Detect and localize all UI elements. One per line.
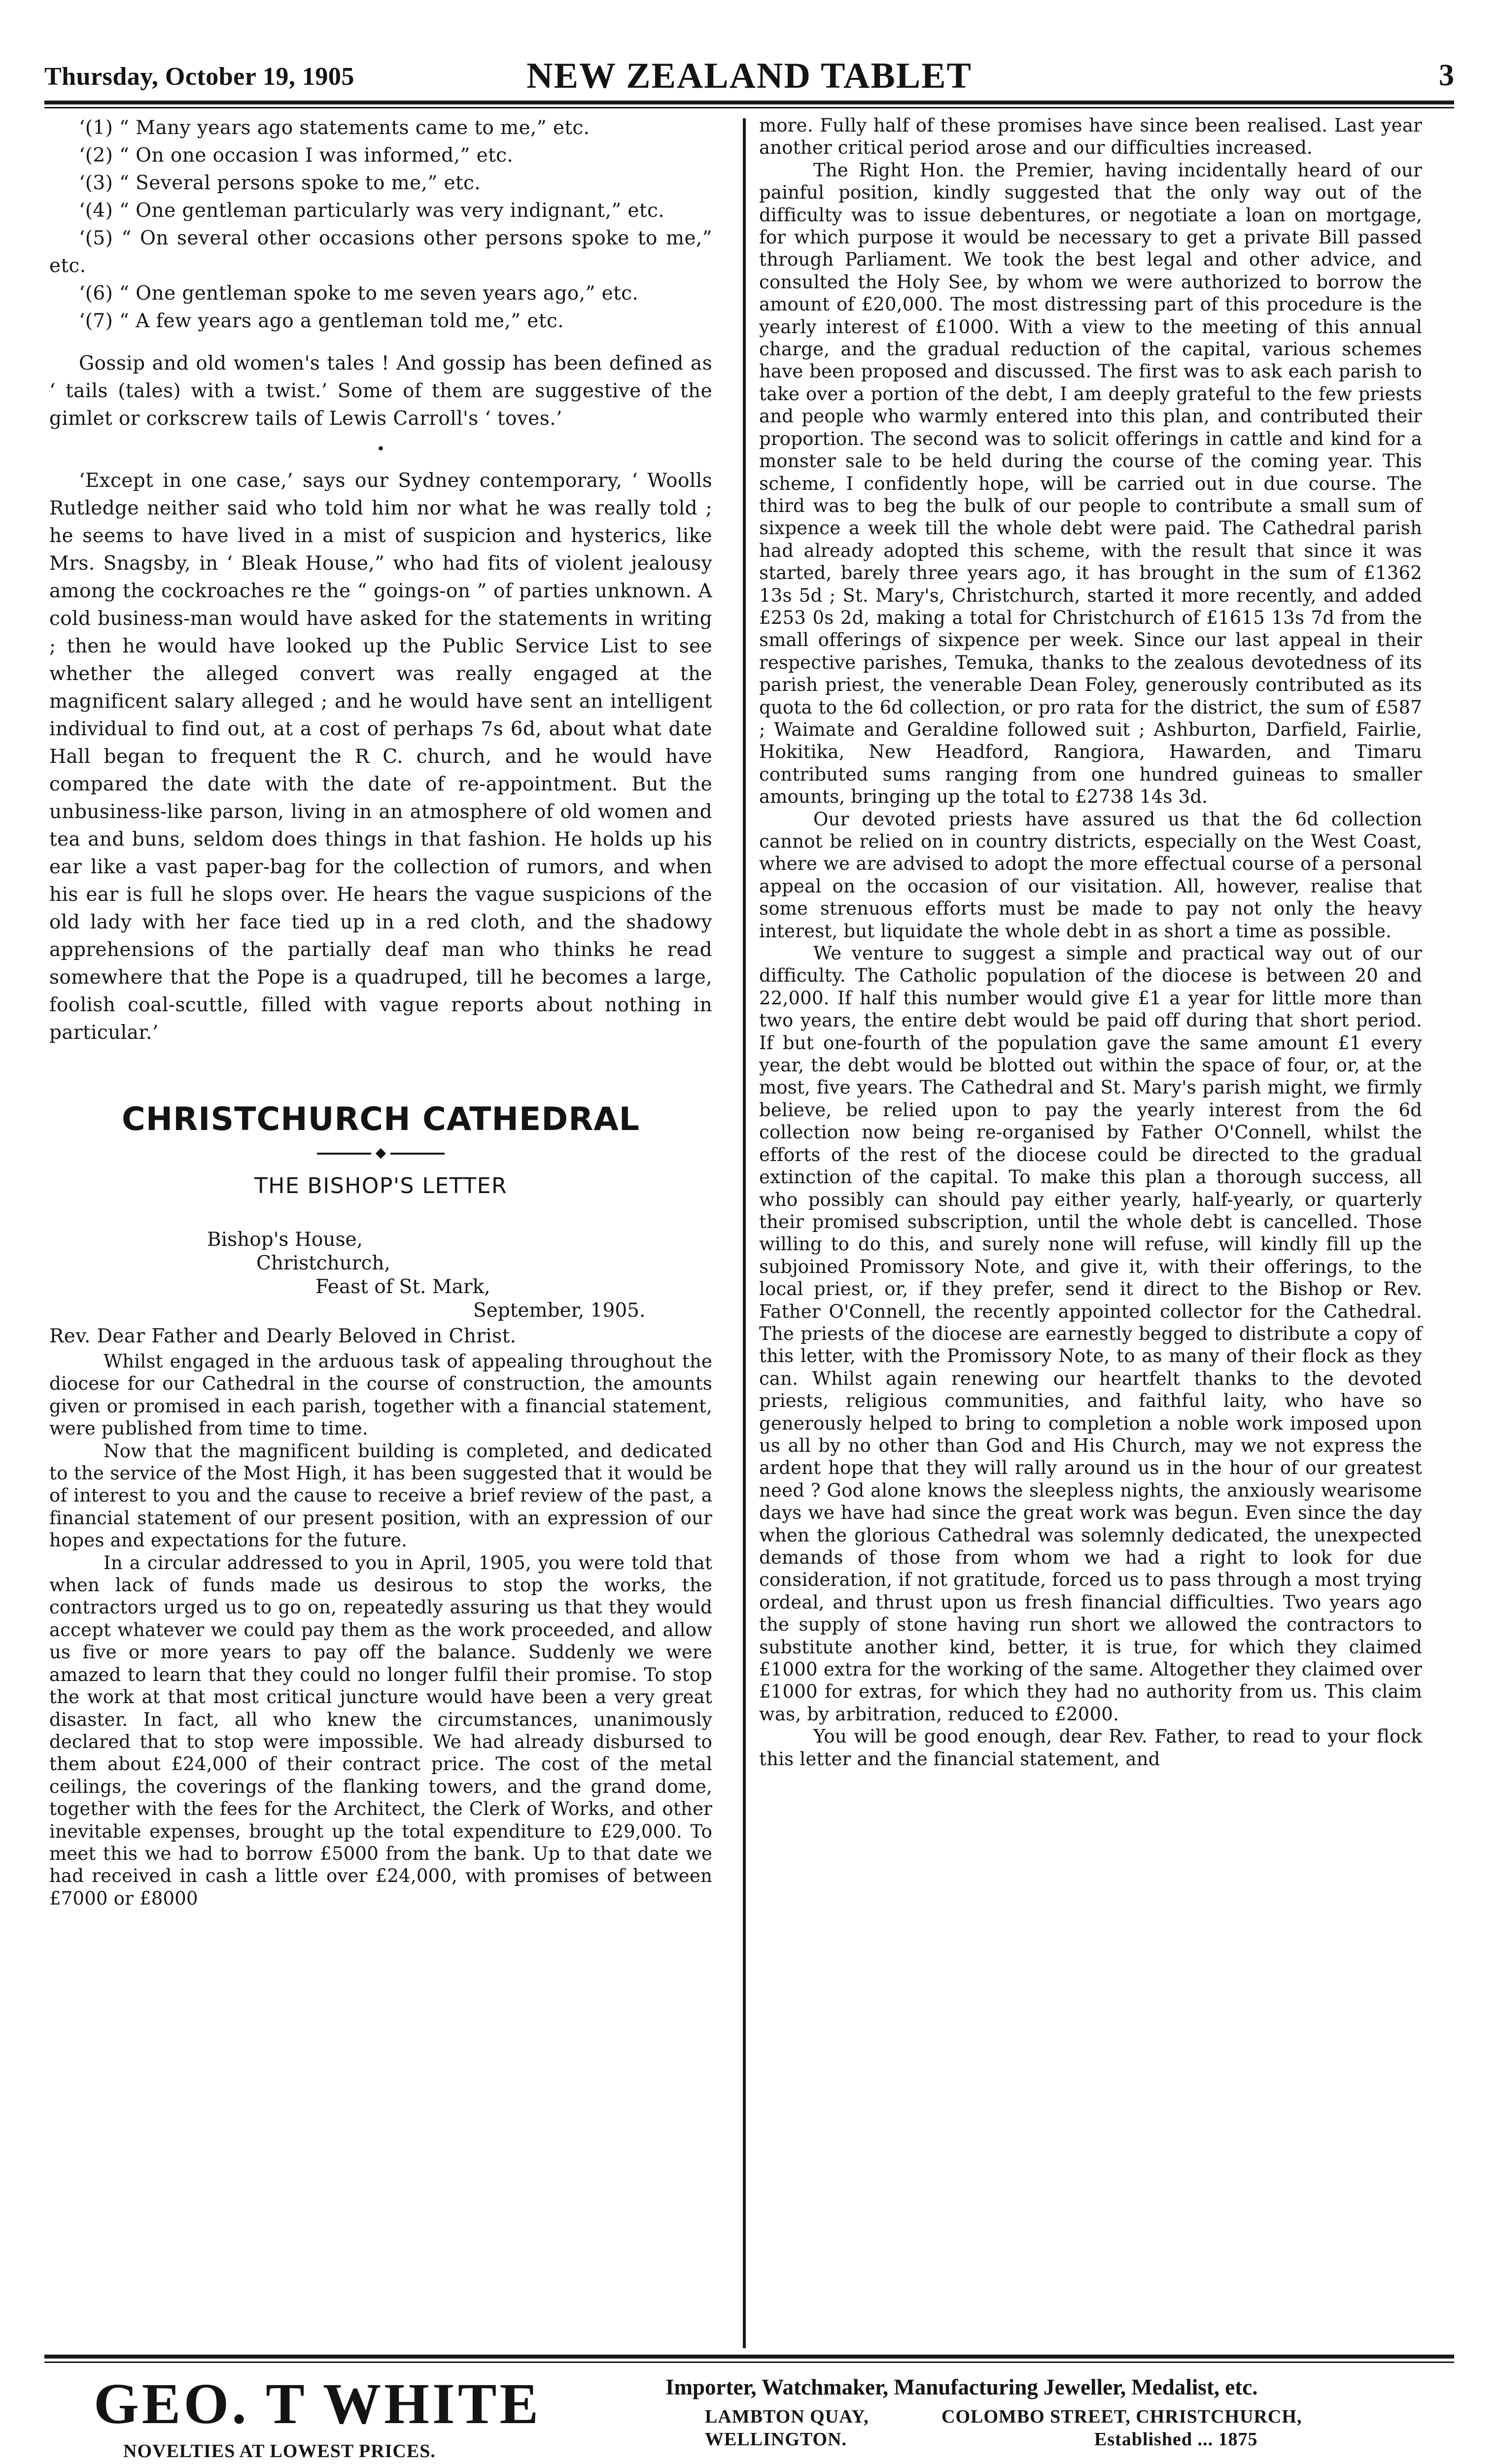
address-wellington-street: LAMBTON QUAY, <box>705 2406 869 2427</box>
footer-rule-thick <box>44 2355 1454 2359</box>
quote-item: ‘(7) “ A few years ago a gentleman told me,” etc. <box>79 310 564 332</box>
publication-title: NEW ZEALAND TABLET <box>526 56 972 96</box>
issue-date: Thursday, October 19, 1905 <box>44 63 354 91</box>
quote-item: ‘(5) “ On several other occasions other persons spoke to me,” etc. <box>49 227 712 277</box>
page-number: 3 <box>1439 59 1454 92</box>
advertisement <box>44 2370 1454 2464</box>
body-paragraph: Our devoted priests have assured us that the 6d collection cannot be relied on in country districts, especially on the West Coast, where we are advised to adopt the more effectual course of a personal appeal on the occasion of our visitation. All, however, realise that some strenuous efforts must be made to pay not only the heavy interest, but liquidate the whole debt in as short a time as possible. <box>759 808 1422 942</box>
body-paragraph: more. Fully half of these promises have since been realised. Last year another critical period arose and our difficulties increased. <box>759 115 1422 159</box>
quote-list <box>49 114 712 335</box>
advertiser-name: GEO. T WHITE <box>94 2371 542 2436</box>
body-paragraph: Now that the magnificent building is completed, and dedicated to the service of the Most High, it has been suggested that it would be of interest to you and the cause to receive a brief review of the past, a financial statement of our present position, with an expression of our hopes and expectations for the future. <box>49 1440 712 1551</box>
salutation: Rev. Dear Father and Dearly Beloved in Christ. <box>49 1325 517 1347</box>
except-paragraph: ‘Except in one case,’ says our Sydney contemporary, ‘ Woolls Rutledge neither said who told him nor what he was really told ; he seems to have lived in a mist of suspicion and hysterics, like Mrs. Snagsby, in ‘ Bleak House,” who had fits of violent jealousy among the cockroaches re the “ goings-on ” of parties unknown. A cold business-man would have asked for the statements in writing ; then he would have looked up the Public Service List to see whether the alleged convert was really engaged at the magnificent salary alleged ; and he would have sent an intelligent individual to find out, at a cost of perhaps 7s 6d, about what date Hall began to frequent the R C. church, and he would have compared the date with the date of re-appointment. But the unbusiness-like parson, living in an atmosphere of old women and tea and buns, seldom does things in that fashion. He holds up his ear like a vast paper-bag for the collection of rumors, and when his ear is full he slops over. He hears the vague suspicions of the old lady with her face tied up in a red cloth, and the shadowy apprehensions of the partially deaf man who thinks he read somewhere that the Pope is a quadruped, till he becomes a large, foolish coal-scuttle, filled with vague reports about nothing in particular.’ <box>49 470 712 1044</box>
right-column <box>759 114 1422 1770</box>
body-paragraph: The Right Hon. the Premier, having incidentally heard of our painful position, kindly suggested that the only way out of the difficulty was to issue debentures, or negotiate a loan on mortgage, for which purpose it would be necessary to get a private Bill passed through Parliament. We took the best legal and other advice, and consulted the Holy See, by whom we were authorized to borrow the amount of £20,000. The most distressing part of this procedure is the yearly interest of £1000. With a view to the meeting of this annual charge, and the gradual reduction of the capital, various schemes have been proposed and discussed. The first was to ask each parish to take over a portion of the debt, I am deeply grateful to the few priests and people who warmly entered into this plan, and contributed their proportion. The second was to solicit offerings in cattle and kind for a monster sale to be held during the course of the coming year. This scheme, I confidently hope, will be carried out in due course. The third was to beg the bulk of our people to contribute a small sum of sixpence a week till the whole debt were paid. The Cathedral parish had already adopted this scheme, with the result that since it was started, barely three years ago, it has brought in the sum of £1362 13s 5d ; St. Mary's, Christchurch, started it more recently, and added £253 0s 2d, making a total for Christchurch of £1615 13s 7d from the small offerings of sixpence per week. Since our last appeal in their respective parishes, Temuka, thanks to the zealous devotedness of its parish priest, the venerable Dean Foley, generously contributed as its quota to the 6d collection, or pro rata for the district, the sum of £587 ; Waimate and Geraldine followed suit ; Ashburton, Darfield, Fairlie, Hokitika, New Headford, Rangiora, Hawarden, and Timaru contributed sums ranging from one hundred guineas to smaller amounts, bringing up the total to £2738 14s 3d. <box>759 159 1422 808</box>
header-rule-thin <box>44 107 1454 108</box>
quote-item: ‘(4) “ One gentleman particularly was very indignant,” etc. <box>79 200 665 222</box>
gossip-paragraph: Gossip and old women's tales ! And gossip has been defined as ‘ tails (tales) with a twist.’ Some of them are suggestive of the gimlet or corkscrew tails of Lewis Carroll's ‘ toves.’ <box>49 352 712 430</box>
quote-item: ‘(3) “ Several persons spoke to me,” etc. <box>79 172 481 194</box>
ornament-divider: ◆ <box>49 1143 712 1163</box>
footer-rule-thin <box>44 2361 1454 2363</box>
header-rule-thick <box>44 101 1454 104</box>
body-paragraph: We venture to suggest a simple and practical way out of our difficulty. The Catholic population of the diocese is between 20 and 22,000. If half this number would give £1 a year for little more than two years, the entire debt would be paid off during that short period. If but one-fourth of the population gave the same amount £1 every year, the debt would be blotted out within the space of four, or, at the most, five years. The Cathedral and St. Mary's parish might, we firmly believe, be relied upon to pay the yearly interest from the 6d collection now being re-organised by Father O'Connell, whilst the efforts of the rest of the diocese could be directed to the gradual extinction of the capital. To make this plan a thorough success, all who possibly can should pay either yearly, half-yearly, or quarterly their promised subscription, until the whole debt is cancelled. Those willing to do this, and surely none will refuse, will kindly fill up the subjoined Promissory Note, and give it, with their offerings, to the local priest, or, if they prefer, send it direct to the Bishop or Rev. Father O'Connell, the recently appointed collector for the Cathedral. The priests of the diocese are earnestly begged to distribute a copy of this letter, with the Promissory Note, to as many of their flock as they can. Whilst again renewing our heartfelt thanks to the devoted priests, religious communities, and faithful laity, who have so generously helped to bring to completion a noble work imposed upon us all by no other than God and His Church, may we not express the ardent hope that they will rally around us in the hour of our greatest need ? God alone knows the sleepless nights, the anxiously wearisome days we have had since the great work was begun. Even since the day when the glorious Cathedral was solemnly dedicated, the unexpected demands of those from whom we had a right to look for due consideration, if not gratitude, forced us to pass through a most trying ordeal, and thrust upon us fresh financial difficulties. Two years ago the supply of stone having run short we allowed the contractors to substitute another kind, better, it is true, for which they claimed £1000 extra for the working of the same. Altogether they claimed over £1000 for extras, for which they had no authority from us. This claim was, by arbitration, reduced to £2000. <box>759 943 1422 1725</box>
advertiser-tagline: NOVELTIES AT LOWEST PRICES. <box>123 2441 436 2462</box>
section-separator: • <box>376 441 385 458</box>
left-column <box>49 114 712 1910</box>
address-line: Bishop's House, <box>207 1229 363 1251</box>
quote-item: ‘(6) “ One gentleman spoke to me seven years ago,” etc. <box>79 282 639 305</box>
address-line: September, 1905. <box>473 1300 646 1322</box>
page-header <box>44 58 1454 105</box>
address-christchurch: COLOMBO STREET, CHRISTCHURCH, <box>941 2406 1302 2427</box>
address-line: Feast of St. Mark, <box>315 1276 490 1298</box>
letter-address <box>49 1228 712 1323</box>
body-paragraph: In a circular addressed to you in April, 1905, you were told that when lack of funds made us desirous to stop the works, the contractors urged us to go on, repeatedly assuring us that they would accept whatever we could pay them as the work proceeded, and allow us five or more years to pay off the balance. Suddenly we were amazed to learn that they could no longer fulfil their promise. To stop the work at that most critical juncture would have been a very great disaster. In fact, all who knew the circumstances, unanimously declared that to stop were impossible. We had already disbursed to them about £24,000 of their contract price. The cost of the metal ceilings, the coverings of the flanking towers, and the grand dome, together with the fees for the Architect, the Clerk of Works, and other inevitable expenses, brought up the total expenditure to £29,000. To meet this we had to borrow £5000 from the bank. Up to that date we had received in cash a little over £24,000, with promises of between £7000 or £8000 <box>49 1552 712 1909</box>
quote-item: ‘(2) “ On one occasion I was informed,” etc. <box>79 144 514 167</box>
column-divider <box>743 118 746 2348</box>
quote-item: ‘(1) “ Many years ago statements came to me,” etc. <box>79 117 590 139</box>
article-subtitle: THE BISHOP'S LETTER <box>254 1173 508 1198</box>
advertiser-trades: Importer, Watchmaker, Manufacturing Jeweller, Medalist, etc. <box>665 2375 1258 2399</box>
address-wellington-city: WELLINGTON. <box>705 2429 847 2450</box>
article-title: CHRISTCHURCH CATHEDRAL <box>122 1101 640 1138</box>
body-paragraph: Whilst engaged in the arduous task of appealing throughout the diocese for our Cathedral in the course of construction, the amounts given or promised in each parish, together with a financial statement, were published from time to time. <box>49 1351 712 1439</box>
body-paragraph: You will be good enough, dear Rev. Father, to read to your flock this letter and the financial statement, and <box>759 1726 1422 1770</box>
address-line: Christchurch, <box>256 1252 390 1274</box>
established-year: Established ... 1875 <box>1094 2429 1258 2450</box>
